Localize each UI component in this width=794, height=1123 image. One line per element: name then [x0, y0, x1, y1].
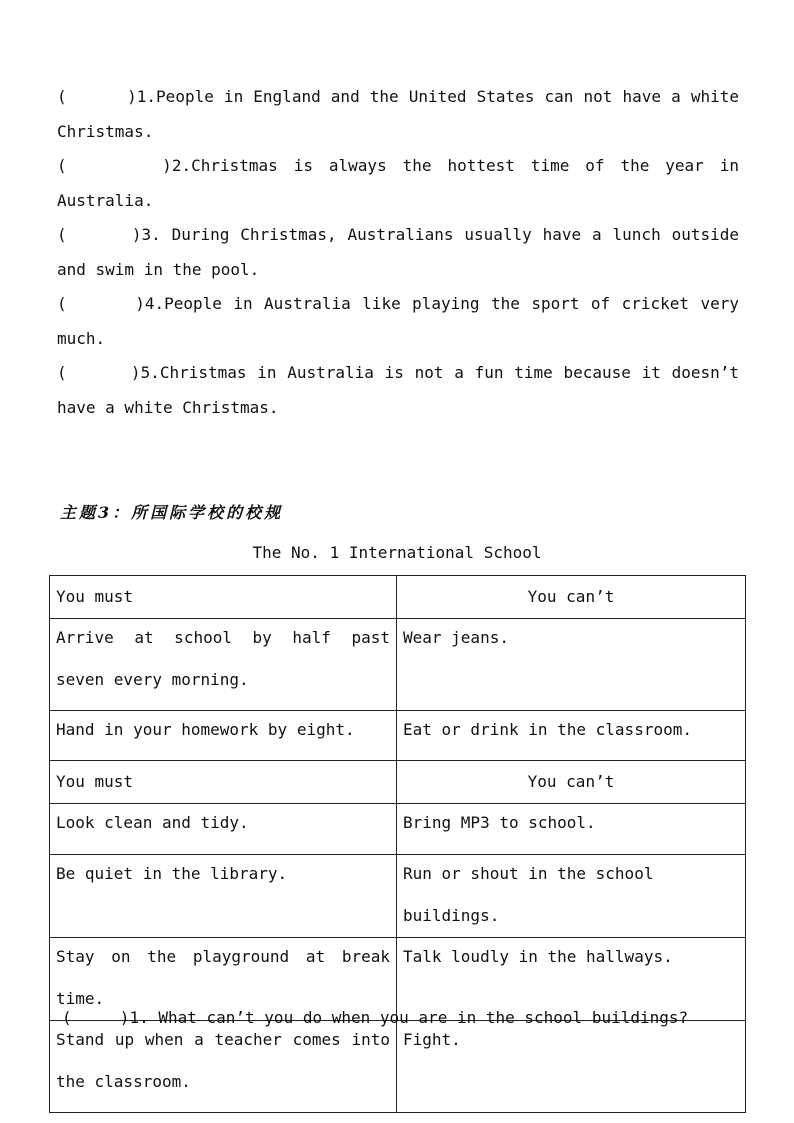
answer-bracket: ( ) — [57, 363, 141, 382]
cant-cell: Wear jeans. — [397, 619, 746, 711]
question-text: 1. What can’t you do when you are in the school buildings? — [129, 1008, 689, 1027]
answer-bracket: ( ) — [57, 87, 137, 106]
question-5 — [57, 356, 739, 425]
cant-cell: Run or shout in the school buildings. — [397, 855, 746, 938]
cant-cell: Eat or drink in the classroom. — [397, 711, 746, 761]
question-1 — [57, 80, 739, 149]
table-row — [50, 1021, 746, 1113]
question-text: 5.Christmas in Australia is not a fun time because it doesn’t have a white Christmas. — [57, 363, 739, 417]
answer-bracket: ( ) — [57, 156, 172, 175]
table-row — [50, 804, 746, 855]
question-text: 3. During Christmas, Australians usually have a lunch outside and swim in the pool. — [57, 225, 740, 279]
answer-bracket: ( ) — [62, 1008, 130, 1027]
cant-cell: Bring MP3 to school. — [397, 804, 746, 855]
table-row — [50, 619, 746, 711]
table-header-row — [50, 576, 746, 619]
question-2 — [57, 149, 739, 218]
question-4 — [57, 287, 739, 356]
question-text: 2.Christmas is always the hottest time of the year in Australia. — [57, 156, 740, 210]
true-false-questions — [57, 80, 739, 425]
header-you-cant: You can’t — [397, 761, 746, 804]
must-cell: Arrive at school by half past seven every morning. — [50, 619, 397, 711]
answer-bracket: ( ) — [57, 225, 142, 244]
cant-cell: Fight. — [397, 1021, 746, 1113]
table-row — [50, 711, 746, 761]
reading-question-1 — [62, 1003, 688, 1033]
table-row — [50, 855, 746, 938]
must-cell: Hand in your homework by eight. — [50, 711, 397, 761]
question-text: 1.People in England and the United States can not have a white Christmas. — [57, 87, 739, 141]
header-you-must: You must — [50, 576, 397, 619]
table-header-row-2 — [50, 761, 746, 804]
answer-bracket: ( ) — [57, 294, 145, 313]
question-3 — [57, 218, 739, 287]
must-cell: Look clean and tidy. — [50, 804, 397, 855]
must-cell: Stay on the playground at break time. — [50, 938, 397, 1021]
section-heading: 主题3：所国际学校的校规 — [60, 503, 284, 522]
must-cell: Be quiet in the library. — [50, 855, 397, 938]
table-title: The No. 1 International School — [252, 543, 542, 562]
question-text: 4.People in Australia like playing the sport of cricket very much. — [57, 294, 740, 348]
header-you-must: You must — [50, 761, 397, 804]
cant-cell: Talk loudly in the hallways. — [397, 938, 746, 1021]
must-cell: Stand up when a teacher comes into the classroom. — [50, 1021, 397, 1113]
header-you-cant: You can’t — [397, 576, 746, 619]
